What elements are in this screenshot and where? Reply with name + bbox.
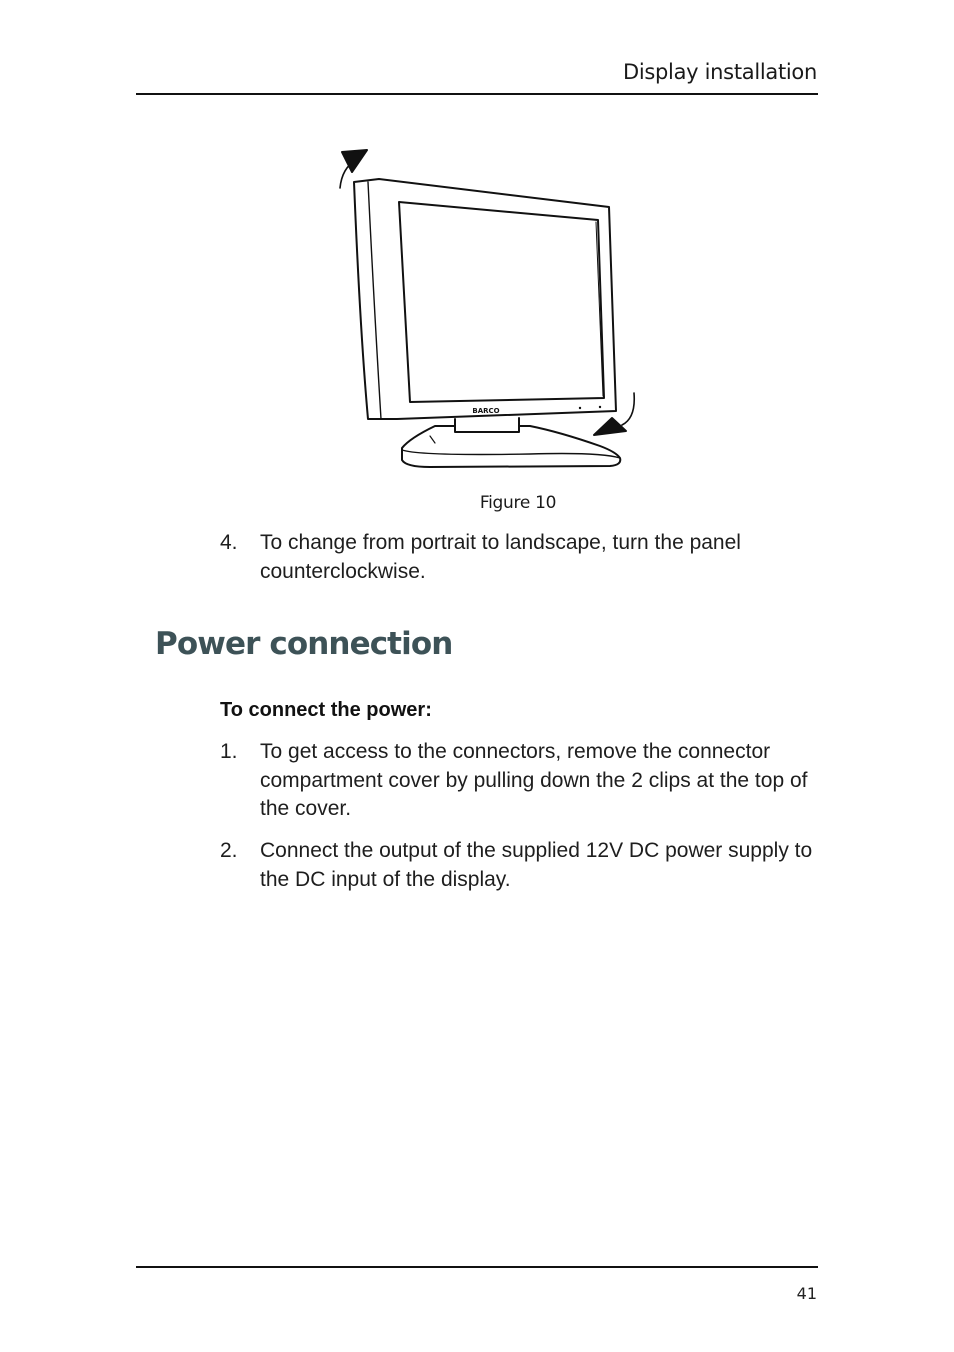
step-number: 2. (220, 839, 238, 862)
brand-logo: BARCO (472, 407, 500, 415)
rotate-arrow-bottom-head (594, 418, 626, 435)
step-item-connect-power (220, 837, 820, 894)
header-title: Display installation (622, 60, 817, 84)
monitor-illustration (330, 140, 650, 480)
step-text: To change from portrait to landscape, turn the panel counterclockwise. (260, 531, 741, 583)
step-item-rotate (220, 529, 820, 586)
figure-monitor-rotation (330, 140, 650, 480)
step-item-access-connectors (220, 738, 820, 824)
monitor-neck (455, 418, 519, 432)
page-number: 41 (796, 1284, 817, 1303)
step-text: To get access to the connectors, remove the connector compartment cover by pulling down the 2 clips at the top of the cover. (260, 740, 808, 820)
footer-rule (136, 1266, 818, 1268)
monitor-base (402, 426, 620, 467)
monitor-bezel (354, 179, 616, 419)
step-text: Connect the output of the supplied 12V DC power supply to the DC input of the display. (260, 839, 813, 891)
section-title: Power connection (155, 626, 453, 662)
step-number: 1. (220, 740, 238, 763)
header-rule (136, 93, 818, 95)
step-number: 4. (220, 531, 238, 554)
rotate-arrow-bottom-icon (622, 393, 634, 425)
procedure-heading: To connect the power: (220, 699, 432, 721)
figure-caption: Figure 10 (479, 493, 557, 513)
